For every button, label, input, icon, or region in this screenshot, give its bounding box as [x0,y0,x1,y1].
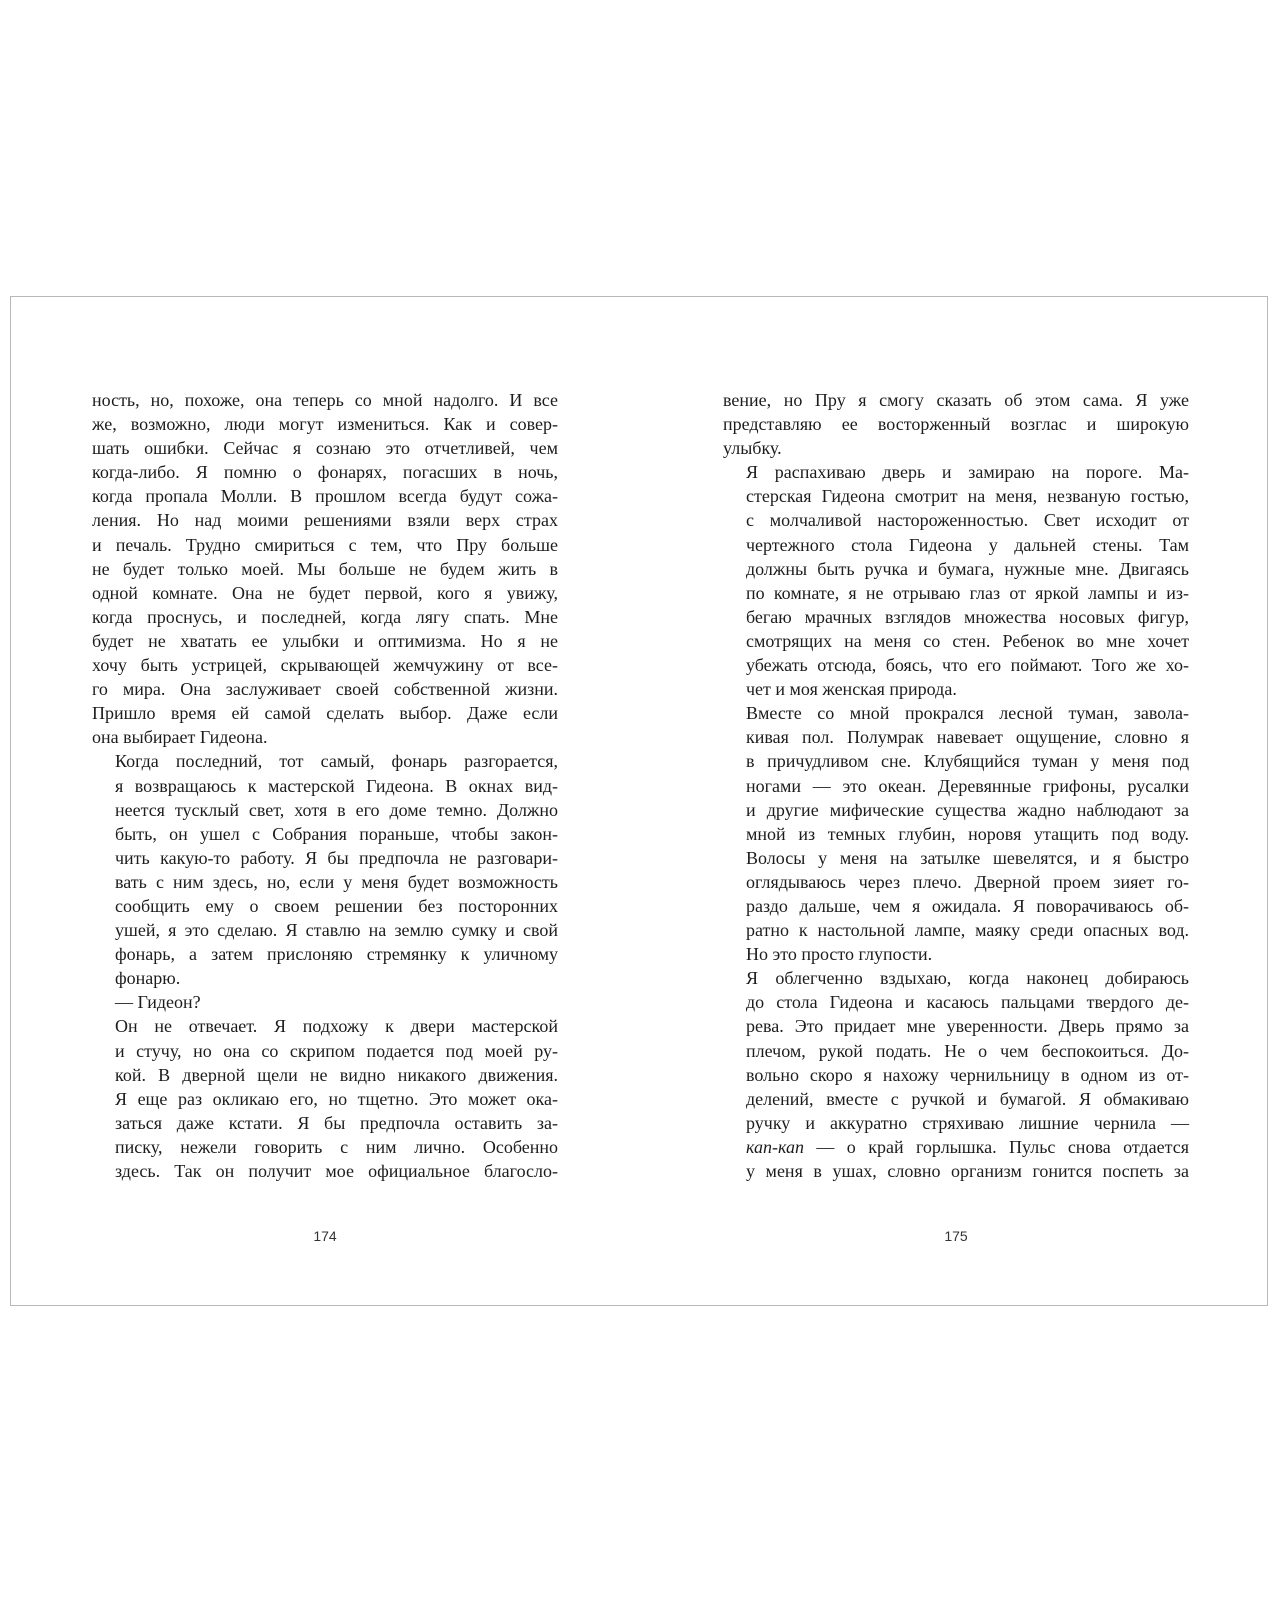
paragraph [92,1014,558,1183]
right-page-text [723,388,1189,1183]
text-line: когда-либо. Я помню о фонарях, погасших в ночь, [92,462,558,483]
text-line: ногами — это океан. Деревянные грифоны, русалки [746,775,1189,796]
text-line: ушей, я это сделаю. Я ставлю на землю сумку и свой [115,920,558,941]
text-line: быть, он ушел с Собрания пораньше, чтобы закон- [115,823,558,844]
text-line: же, возможно, люди могут измениться. Как и совер- [92,414,558,435]
text-line: должны быть ручка и бумага, нужные мне. Двигаясь [746,558,1189,579]
text-line: Вместе со мной прокрался лесной туман, завола- [746,703,1189,724]
text-line: раздо дальше, чем я ожидала. Я поворачиваюсь об- [746,895,1189,916]
paragraph [92,388,558,749]
text-line: Я распахиваю дверь и замираю на пороге. Ма- [746,462,1189,483]
text-line: с молчаливой настороженностью. Свет исходит от [746,510,1189,531]
text-line: кап-кап — о край горлышка. Пульс снова отдается [746,1136,1189,1157]
text-line: когда проснусь, и последней, когда лягу спать. Мне [92,606,558,627]
page-number-right: 175 [944,1228,968,1244]
paragraph [92,990,558,1014]
book-spread [10,296,1268,1306]
paragraph [92,749,558,990]
paragraph [723,701,1189,966]
text-line: заться даже кстати. Я бы предпочла оставить за- [115,1112,558,1133]
text-line: у меня в ушах, словно организм гонится поспеть за [746,1161,1189,1181]
text-line: не будет только моей. Мы больше не будем жить в [92,558,558,579]
text-line: одной комнате. Она не будет первой, кого я увижу, [92,582,558,603]
text-line: кивая пол. Полумрак навевает ощущение, словно я [746,727,1189,748]
text-line: плечом, рукой подать. Не о чем беспокоиться. До- [746,1040,1189,1061]
text-line: Я еще раз окликаю его, но тщетно. Это может ока- [115,1088,558,1109]
text-line: Я облегченно вздыхаю, когда наконец добираюсь [746,968,1189,989]
text-line: Когда последний, тот самый, фонарь разгорается, [115,751,558,772]
right-page [723,388,1189,1183]
page-number-left: 174 [313,1228,337,1244]
text-line: здесь. Так он получит мое официальное благосло- [115,1161,558,1181]
text-line: — Гидеон? [115,992,201,1013]
paragraph [723,966,1189,1183]
text-line: кой. В дверной щели не видно никакого движения. [115,1064,558,1085]
text-line: убежать отсюда, боясь, что его поймают. Того же хо- [746,655,1189,676]
text-line: чить какую-то работу. Я бы предпочла не разговари- [115,847,558,868]
left-page [92,388,558,1183]
text-line: писку, нежели говорить с ним лично. Особенно [115,1136,558,1157]
italic-text: кап-кап [746,1136,804,1157]
text-line: бегаю мрачных взглядов множества носовых фигур, [746,606,1189,627]
text-line: ручку и аккуратно стряхиваю лишние чернила — [746,1112,1189,1133]
text-line: вение, но Пру я смогу сказать об этом сама. Я уже [723,390,1189,410]
text-line: и стучу, но она со скрипом подается под моей ру- [115,1040,558,1061]
text-line: будет не хватать ее улыбки и оптимизма. Но я не [92,630,558,651]
text-line: представляю ее восторженный возглас и широкую [723,414,1189,435]
text-line: рева. Это придает мне уверенности. Дверь прямо за [746,1016,1189,1037]
paragraph [723,388,1189,460]
text-line: неется тусклый свет, хотя в его доме темно. Должно [115,799,558,820]
text-line: ность, но, похоже, она теперь со мной надолго. И все [92,390,558,410]
text-line: вольно скоро я нахожу чернильницу в одном из от- [746,1064,1189,1085]
text-line: до стола Гидеона и касаюсь пальцами твердого де- [746,992,1189,1013]
text-line: по комнате, я не отрываю глаз от яркой лампы и из- [746,582,1189,603]
text-line: ления. Но над моими решениями взяли верх страх [92,510,558,531]
text-line: Пришло время ей самой сделать выбор. Даже если [92,703,558,724]
text-line: фонарю. [115,968,181,989]
text-line: оглядываюсь через плечо. Дверной проем зияет го- [746,871,1189,892]
paragraph [723,460,1189,701]
text-line: мной из темных глубин, норовя утащить под воду. [746,823,1189,844]
text-line: шать ошибки. Сейчас я сознаю это отчетливей, чем [92,438,558,459]
text-line: я возвращаюсь к мастерской Гидеона. В окнах вид- [115,775,558,796]
text-line: делений, вместе с ручкой и бумагой. Я обмакиваю [746,1088,1189,1109]
text-line: когда пропала Молли. В прошлом всегда будут сожа- [92,486,558,507]
text-line: Волосы у меня на затылке шевелятся, и я быстро [746,847,1189,868]
text-line: смотрящих на меня со стен. Ребенок во мне хочет [746,630,1189,651]
text-line: в причудливом сне. Клубящийся туман у меня под [746,751,1189,772]
text-line: и печаль. Трудно смириться с тем, что Пру больше [92,534,558,555]
text-line: и другие мифические существа жадно наблюдают за [746,799,1189,820]
text-line: сообщить ему о своем решении без посторонних [115,895,558,916]
text-line: чертежного стола Гидеона у дальней стены. Там [746,534,1189,555]
text-line: хочу быть устрицей, скрывающей жемчужину от все- [92,655,558,676]
text-line: стерская Гидеона смотрит на меня, незваную гостью, [746,486,1189,507]
text-line: Он не отвечает. Я подхожу к двери мастерской [115,1016,558,1037]
text-line: она выбирает Гидеона. [92,727,268,748]
text-line: ратно к настольной лампе, маяку среди опасных вод. [746,920,1189,941]
text-line: фонарь, а затем прислоняю стремянку к уличному [115,944,558,965]
text-line: вать с ним здесь, но, если у меня будет возможность [115,871,558,892]
left-page-text [92,388,558,1183]
text-line: Но это просто глупости. [746,944,933,965]
text-line: чет и моя женская природа. [746,679,957,700]
text-line: го мира. Она заслуживает своей собственной жизни. [92,679,558,700]
text-line: улыбку. [723,438,782,459]
